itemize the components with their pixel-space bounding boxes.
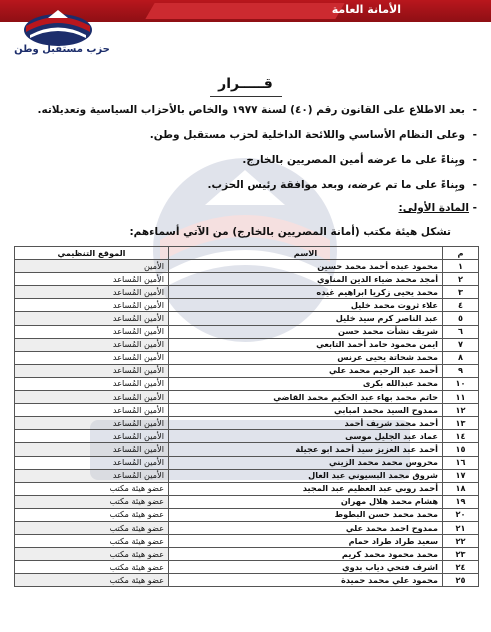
clause-item: -وبِناءً على ما تم عرضه، وبعد موافقة رئيس الحزب.	[207, 179, 477, 191]
row-number: ١٩	[443, 495, 479, 508]
member-name: اشرف فتحي دياب بدوي	[169, 561, 443, 574]
table-row	[15, 430, 479, 443]
member-name: أحمد عبد الرحيم محمد علي	[169, 364, 443, 377]
member-name: محمد محمود محمد كريم	[169, 548, 443, 561]
member-name: سعيد طراد طراد حمام	[169, 535, 443, 548]
row-number: ٧	[443, 338, 479, 351]
table-row	[15, 469, 479, 482]
member-position: الأمين المُساعد	[15, 417, 169, 430]
row-number: ٤	[443, 299, 479, 312]
member-name: أمجد محمد ضياء الدين المناوي	[169, 273, 443, 286]
member-position: الأمين المُساعد	[15, 443, 169, 456]
row-number: ١٠	[443, 377, 479, 390]
member-name: محمد يحيى زكريا ابراهيم غيده	[169, 286, 443, 299]
row-number: ٥	[443, 312, 479, 325]
header-num: م	[443, 247, 479, 260]
table-row	[15, 417, 479, 430]
article-intro: تشكل هيئة مكتب (أمانة المصريين بالخارج) من الآتي أسماءهم:	[129, 226, 451, 238]
member-position: عضو هيئة مكتب	[15, 574, 169, 587]
table-row	[15, 273, 479, 286]
member-name: ممدوح احمد محمد علي	[169, 521, 443, 534]
row-number: ١٧	[443, 469, 479, 482]
table-row	[15, 364, 479, 377]
table-row	[15, 482, 479, 495]
member-name: عماد عبد الجليل موسى	[169, 430, 443, 443]
table-row	[15, 561, 479, 574]
table-row	[15, 535, 479, 548]
row-number: ٢	[443, 273, 479, 286]
member-position: الأمين المُساعد	[15, 286, 169, 299]
member-name: أحمد روبي عبد العظيم عبد المجيد	[169, 482, 443, 495]
member-position: الأمين المُساعد	[15, 312, 169, 325]
member-position: الأمين المُساعد	[15, 377, 169, 390]
party-name: حزب مستقبل وطن	[14, 44, 110, 55]
member-position: الأمين	[15, 260, 169, 273]
clause-item: -بعد الاطلاع على القانون رقم (٤٠) لسنة ١٩٧٧ والخاص بالأحزاب السياسية وتعديلاته.	[37, 104, 477, 116]
table-row	[15, 312, 479, 325]
row-number: ٢٢	[443, 535, 479, 548]
member-position: عضو هيئة مكتب	[15, 561, 169, 574]
table-row	[15, 443, 479, 456]
member-name: محمد شحاتة يحيى عرنس	[169, 351, 443, 364]
member-position: عضو هيئة مكتب	[15, 482, 169, 495]
member-position: الأمين المُساعد	[15, 404, 169, 417]
decision-title: قـــــرار	[218, 76, 273, 92]
row-number: ٢١	[443, 521, 479, 534]
table-row	[15, 338, 479, 351]
table-row	[15, 351, 479, 364]
member-name: ممدوح السيد محمد امبابي	[169, 404, 443, 417]
member-position: الأمين المُساعد	[15, 273, 169, 286]
preamble-clauses	[17, 102, 477, 202]
row-number: ١١	[443, 391, 479, 404]
member-position: الأمين المُساعد	[15, 351, 169, 364]
member-name: محمود علي محمد حميدة	[169, 574, 443, 587]
row-number: ١٢	[443, 404, 479, 417]
member-position: الأمين المُساعد	[15, 456, 169, 469]
members-table	[14, 246, 479, 587]
row-number: ١٤	[443, 430, 479, 443]
row-number: ٦	[443, 325, 479, 338]
table-row	[15, 286, 479, 299]
table-row	[15, 404, 479, 417]
clause-item: -وبِناءً على ما عرضه أمين المصريين بالخارج.	[242, 154, 477, 166]
row-number: ٨	[443, 351, 479, 364]
table-row	[15, 521, 479, 534]
row-number: ٢٠	[443, 508, 479, 521]
member-position: الأمين المُساعد	[15, 325, 169, 338]
member-name: شريف نشأت محمد حسن	[169, 325, 443, 338]
row-number: ١٣	[443, 417, 479, 430]
member-position: الأمين المُساعد	[15, 299, 169, 312]
table-row	[15, 299, 479, 312]
row-number: ١٥	[443, 443, 479, 456]
table-row	[15, 377, 479, 390]
row-number: ٩	[443, 364, 479, 377]
member-name: ايمن محمود حامد أحمد التابعي	[169, 338, 443, 351]
table-row	[15, 325, 479, 338]
member-name: عبد الناصر كرم سيد خليل	[169, 312, 443, 325]
member-position: عضو هيئة مكتب	[15, 508, 169, 521]
table-header-row	[15, 247, 479, 260]
member-position: الأمين المُساعد	[15, 469, 169, 482]
member-position: عضو هيئة مكتب	[15, 521, 169, 534]
table-row	[15, 508, 479, 521]
member-position: عضو هيئة مكتب	[15, 548, 169, 561]
member-position: الأمين المُساعد	[15, 391, 169, 404]
row-number: ٣	[443, 286, 479, 299]
member-name: محمود عبده أحمد محمد حسين	[169, 260, 443, 273]
row-number: ٢٥	[443, 574, 479, 587]
row-number: ١٨	[443, 482, 479, 495]
article-heading: - المادة الأولى:	[398, 202, 477, 214]
member-position: عضو هيئة مكتب	[15, 535, 169, 548]
member-name: محروس محمد محمد الزيني	[169, 456, 443, 469]
member-position: عضو هيئة مكتب	[15, 495, 169, 508]
row-number: ١	[443, 260, 479, 273]
clause-item: -وعلى النظام الأساسي واللائحة الداخلية لحزب مستقبل وطن.	[149, 129, 477, 141]
table-row	[15, 548, 479, 561]
member-name: أحمد عبد العزيز سيد أحمد ابو عجيلة	[169, 443, 443, 456]
header-name: الاسم	[169, 247, 443, 260]
table-row	[15, 391, 479, 404]
row-number: ١٦	[443, 456, 479, 469]
table-row	[15, 495, 479, 508]
member-position: الأمين المُساعد	[15, 430, 169, 443]
member-name: محمد عبدالله بكرى	[169, 377, 443, 390]
member-name: أحمد محمد شريف أحمد	[169, 417, 443, 430]
member-position: الأمين المُساعد	[15, 338, 169, 351]
member-name: علاء ثروت محمد خليل	[169, 299, 443, 312]
table-row	[15, 456, 479, 469]
member-name: شروق محمد البسيوني عبد العال	[169, 469, 443, 482]
row-number: ٢٣	[443, 548, 479, 561]
title-underline	[210, 96, 282, 97]
department-title: الأمانة العامة	[331, 3, 401, 16]
table-row	[15, 260, 479, 273]
table-row	[15, 574, 479, 587]
member-position: الأمين المُساعد	[15, 364, 169, 377]
member-name: هشام محمد هلال مهران	[169, 495, 443, 508]
row-number: ٢٤	[443, 561, 479, 574]
member-name: حاتم محمد بهاء عبد الحكيم محمد القاضي	[169, 391, 443, 404]
member-name: محمد محمد حسن البطوط	[169, 508, 443, 521]
header-position: الموقع التنظيمي	[15, 247, 169, 260]
